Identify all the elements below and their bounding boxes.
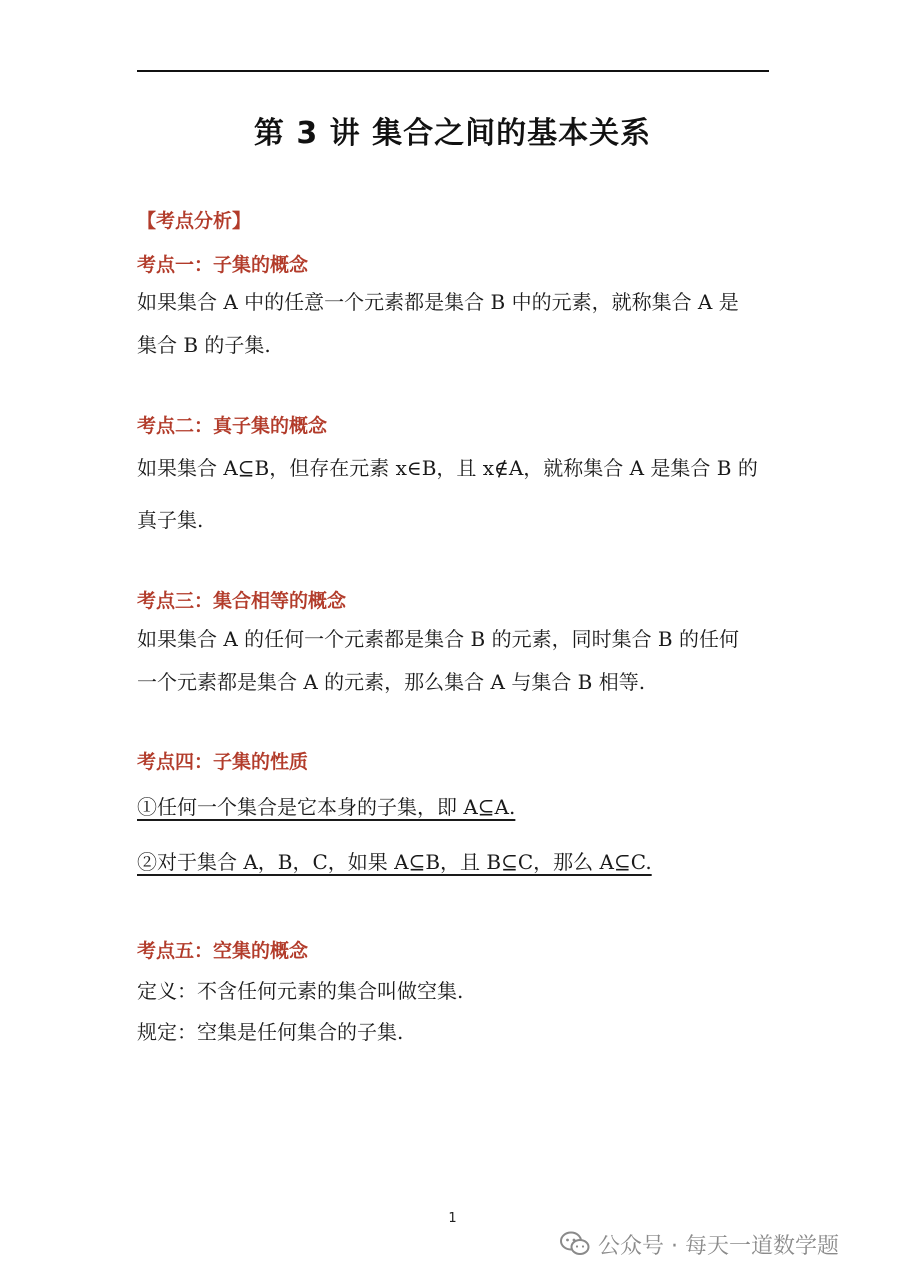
section-heading-5: 考点五：空集的概念 xyxy=(137,940,309,962)
section-4-line-2: ②对于集合 A，B，C，如果 A⊆B，且 B⊆C，那么 A⊆C. xyxy=(137,850,652,874)
section-heading-3: 考点三：集合相等的概念 xyxy=(137,590,347,612)
wechat-icon xyxy=(560,1231,590,1257)
page-title: 第 3 讲 集合之间的基本关系 xyxy=(253,116,652,151)
section-1-line-2: 集合 B 的子集. xyxy=(137,333,271,357)
page-number: 1 xyxy=(448,1211,457,1226)
watermark-text: 公众号 · 每天一道数学题 xyxy=(598,1233,839,1259)
section-1-line-1: 如果集合 A 中的任意一个元素都是集合 B 中的元素，就称集合 A 是 xyxy=(137,290,739,314)
section-2-line-2: 真子集. xyxy=(137,508,204,532)
section-3-line-1: 如果集合 A 的任何一个元素都是集合 B 的元素，同时集合 B 的任何 xyxy=(137,627,739,651)
analysis-label: 【考点分析】 xyxy=(137,210,252,232)
section-5-line-2: 规定：空集是任何集合的子集. xyxy=(137,1020,404,1044)
section-4-line-1: ①任何一个集合是它本身的子集，即 A⊆A. xyxy=(137,795,516,819)
section-5-line-1: 定义：不含任何元素的集合叫做空集. xyxy=(137,979,464,1003)
section-heading-4: 考点四：子集的性质 xyxy=(137,751,309,773)
watermark xyxy=(560,1228,839,1260)
section-2-line-1: 如果集合 A⊆B，但存在元素 x∈B，且 x∉A，就称集合 A 是集合 B 的 xyxy=(137,456,758,480)
section-3-line-2: 一个元素都是集合 A 的元素，那么集合 A 与集合 B 相等. xyxy=(137,670,646,694)
section-heading-1: 考点一：子集的概念 xyxy=(137,254,309,276)
top-rule xyxy=(137,70,769,72)
section-heading-2: 考点二：真子集的概念 xyxy=(137,415,328,437)
